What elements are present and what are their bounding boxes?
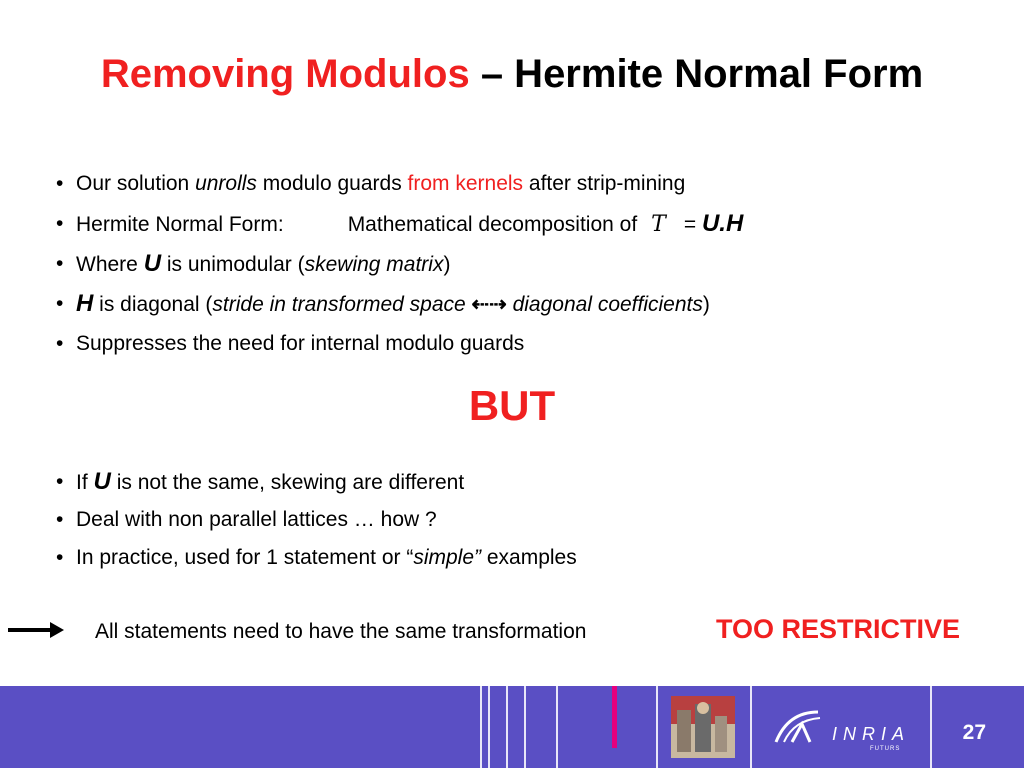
slide-title (0, 52, 1024, 97)
footer-divider (488, 686, 490, 768)
bullet-text: = (683, 213, 702, 236)
bullet-text: If (76, 471, 94, 494)
bullet-text: is diagonal ( (93, 293, 213, 316)
footer-divider (930, 686, 932, 768)
bullet-text: Mathematical decomposition of (347, 213, 638, 236)
bullet-text: modulo guards (256, 172, 408, 195)
footer-divider (750, 686, 752, 768)
bullet-h-diagonal (56, 292, 743, 332)
footer-divider (524, 686, 526, 768)
bullet-dot: • (56, 172, 64, 195)
bullet-bold: U (143, 250, 162, 277)
bullet-text: Deal with non parallel lattices … how ? (76, 508, 437, 531)
bullet-text: after strip-mining (523, 172, 686, 195)
bullet-dot: • (56, 508, 64, 531)
bullet-text: is not the same, skewing are different (110, 471, 465, 494)
footer-divider (656, 686, 658, 768)
footer-accent-bar (612, 686, 617, 748)
bullet-bold: U (93, 468, 111, 495)
inria-logo-text: INRIA (832, 724, 911, 744)
title-red-part: Removing Modulos (100, 52, 470, 96)
bullet-lattices (56, 508, 577, 546)
bullet-red: from kernels (407, 172, 524, 195)
bullet-dot: • (56, 292, 64, 315)
bullet-italic: simple” (413, 546, 482, 569)
too-restrictive-label: TOO RESTRICTIVE (716, 614, 961, 644)
title-black-part: – Hermite Normal Form (469, 52, 924, 96)
bullet-text: Suppresses the need for internal modulo guards (76, 332, 525, 355)
bullet-italic: unrolls (195, 172, 257, 195)
bullet-where-u (56, 252, 743, 292)
bullet-if-u (56, 470, 577, 508)
bullet-suppresses (56, 332, 743, 372)
bullet-text: examples (481, 546, 577, 569)
bullet-in-practice (56, 546, 577, 584)
double-arrow-icon: ⇠⇢ (471, 293, 507, 316)
bullet-dot: • (56, 470, 64, 493)
footer-bar (0, 686, 1024, 768)
bullet-italic: stride in transformed space (212, 293, 472, 316)
inria-logo-sub: FUTURS (870, 746, 901, 752)
but-heading: BUT (468, 382, 556, 429)
bullet-text: Where (76, 253, 144, 276)
bullet-text: ) (443, 253, 451, 276)
right-arrow-icon (8, 618, 64, 642)
page-number: 27 (962, 721, 986, 744)
bullet-dot: • (56, 546, 64, 569)
bullet-unrolls (56, 172, 743, 212)
bullet-text: ) (702, 293, 710, 316)
bullet-dot: • (56, 332, 64, 355)
footer-divider (556, 686, 558, 768)
conclusion-row (8, 614, 1024, 648)
bullet-text: Our solution (76, 172, 196, 195)
bullet-list-top (56, 172, 743, 372)
bullet-bold: H (76, 290, 94, 317)
bullet-text: Hermite Normal Form: (76, 213, 284, 236)
bullet-italic: diagonal coefficients (506, 293, 703, 316)
bullet-dot: • (56, 212, 64, 235)
math-variable: T (651, 212, 666, 237)
bullet-list-bottom (56, 470, 577, 584)
bullet-dot: • (56, 252, 64, 275)
footer-divider (480, 686, 482, 768)
bullet-italic: skewing matrix (304, 253, 444, 276)
conclusion-text: All statements need to have the same transformation (95, 620, 587, 643)
footer-divider (506, 686, 508, 768)
inria-logo-icon (770, 706, 826, 748)
team-photo-icon (671, 696, 735, 758)
bullet-hermite (56, 212, 743, 252)
bullet-bold: U.H (701, 210, 744, 237)
bullet-text: is unimodular ( (161, 253, 305, 276)
bullet-text: In practice, used for 1 statement or “ (76, 546, 414, 569)
